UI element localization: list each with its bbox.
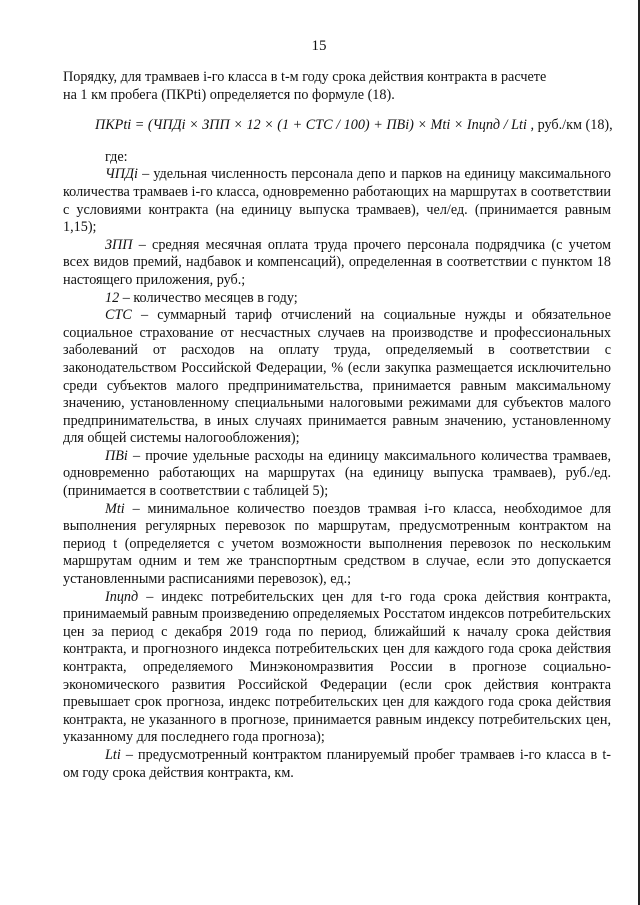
- term-zpp: ЗПП: [105, 236, 133, 253]
- term-12: 12: [105, 289, 120, 306]
- definition-text: – прочие удельные расходы на единицу максимального количества трамваев, одновременно работающих на маршрутах (на единицу выпуска трамваев), руб./ед. (принимается в соответствии с таблицей 5);: [63, 447, 611, 500]
- definition-pv: [63, 448, 611, 501]
- definition-ipcpd: [63, 589, 611, 747]
- term-mti: Mti: [105, 500, 125, 517]
- formula-unit-number: руб./км (18),: [537, 117, 613, 134]
- formula-expression: ПКРti = (ЧПДi × ЗПП × 12 × (1 + СТС / 100) + ПВi) × Mti × Iпцпд / Lti ,: [95, 117, 535, 134]
- intro-line-2: на 1 км пробега (ПКРti) определяется по формуле (18).: [63, 86, 395, 103]
- formula-18: [63, 117, 611, 135]
- term-ctc: СТС: [105, 307, 132, 324]
- definition-text: – удельная численность персонала депо и парков на единицу максимального количества трамваев i-го класса, одновременно работающих на маршрутах в соответствии с условиями контракта (на единицу выпуска трамваев), чел/ед. (принимается равным 1,15);: [63, 166, 611, 236]
- definition-text: – предусмотренный контрактом планируемый пробег трамваев i-го класса в t-ом году срока действия контракта, км.: [63, 746, 611, 781]
- term-chpd: ЧПДi: [105, 166, 138, 183]
- definition-text: – индекс потребительских цен для t-го года срока действия контракта, принимаемый равным произведению определяемых Росстатом индексов потребительских цен за период с декабря 2019 года по период, ближайший к началу срока действия контракта, и прогнозного индекса потребительских цен для каждого года срока действия контракта, определяемого Минэкономразвития России в прогнозе социально-экономического развития Российской Федерации (если срок действия контракта превышает срок прогноза, индекс потребительских цен для каждого года срока действия контракта, не указанного в прогнозе, принимается равным индексу потребительских цен, указанному для последнего года прогноза);: [63, 588, 611, 746]
- definition-ctc: [63, 307, 611, 448]
- definition-text: – средняя месячная оплата труда прочего персонала подрядчика (с учетом всех видов премий, надбавок и компенсаций), определенная в соответствии с пунктом 18 настоящего приложения, руб.;: [63, 236, 611, 288]
- intro-paragraph: [63, 69, 611, 104]
- definition-text: – минимальное количество поездов трамвая i-го класса, необходимое для выполнения регулярных перевозок по маршрутам, предусмотренным контрактом на период t (определяется с учетом возможности выполнения перевозок по нескольким маршрутам одним и тем же транспортным средством в случае, если это допускается установленными расписаниями перевозок), ед.;: [63, 500, 611, 588]
- definition-mti: [63, 501, 611, 589]
- page-number: 15: [311, 38, 327, 54]
- where-label: где:: [105, 148, 128, 165]
- definition-zpp: [63, 237, 611, 290]
- term-pv: ПВi: [105, 447, 128, 464]
- term-lti: Lti: [105, 746, 121, 763]
- document-body: [63, 69, 611, 782]
- definition-12: [63, 290, 611, 308]
- definition-text: – суммарный тариф отчислений на социальные нужды и обязательное социальное страхование от несчастных случаев на производстве и профессиональных заболеваний от расходов на оплату труда, определяемый в соответствии с законодательством Российской Федерации, % (если закупка размещается исключительно среди субъектов малого предпринимательства, принимается равным максимальному значению, установленному специальными налоговыми режимами для субъектов малого предпринимательства, в иных случаях принимается равным значению, установленному для общей системы налогообложения);: [63, 307, 611, 447]
- term-ipcpd: Iпцпд: [105, 588, 139, 605]
- definition-chpd: [63, 166, 611, 236]
- intro-line-1: Порядку, для трамваев i-го класса в t-м году срока действия контракта в расчете: [63, 69, 547, 85]
- definition-text: – количество месяцев в году;: [119, 289, 298, 306]
- definition-lti: [63, 747, 611, 782]
